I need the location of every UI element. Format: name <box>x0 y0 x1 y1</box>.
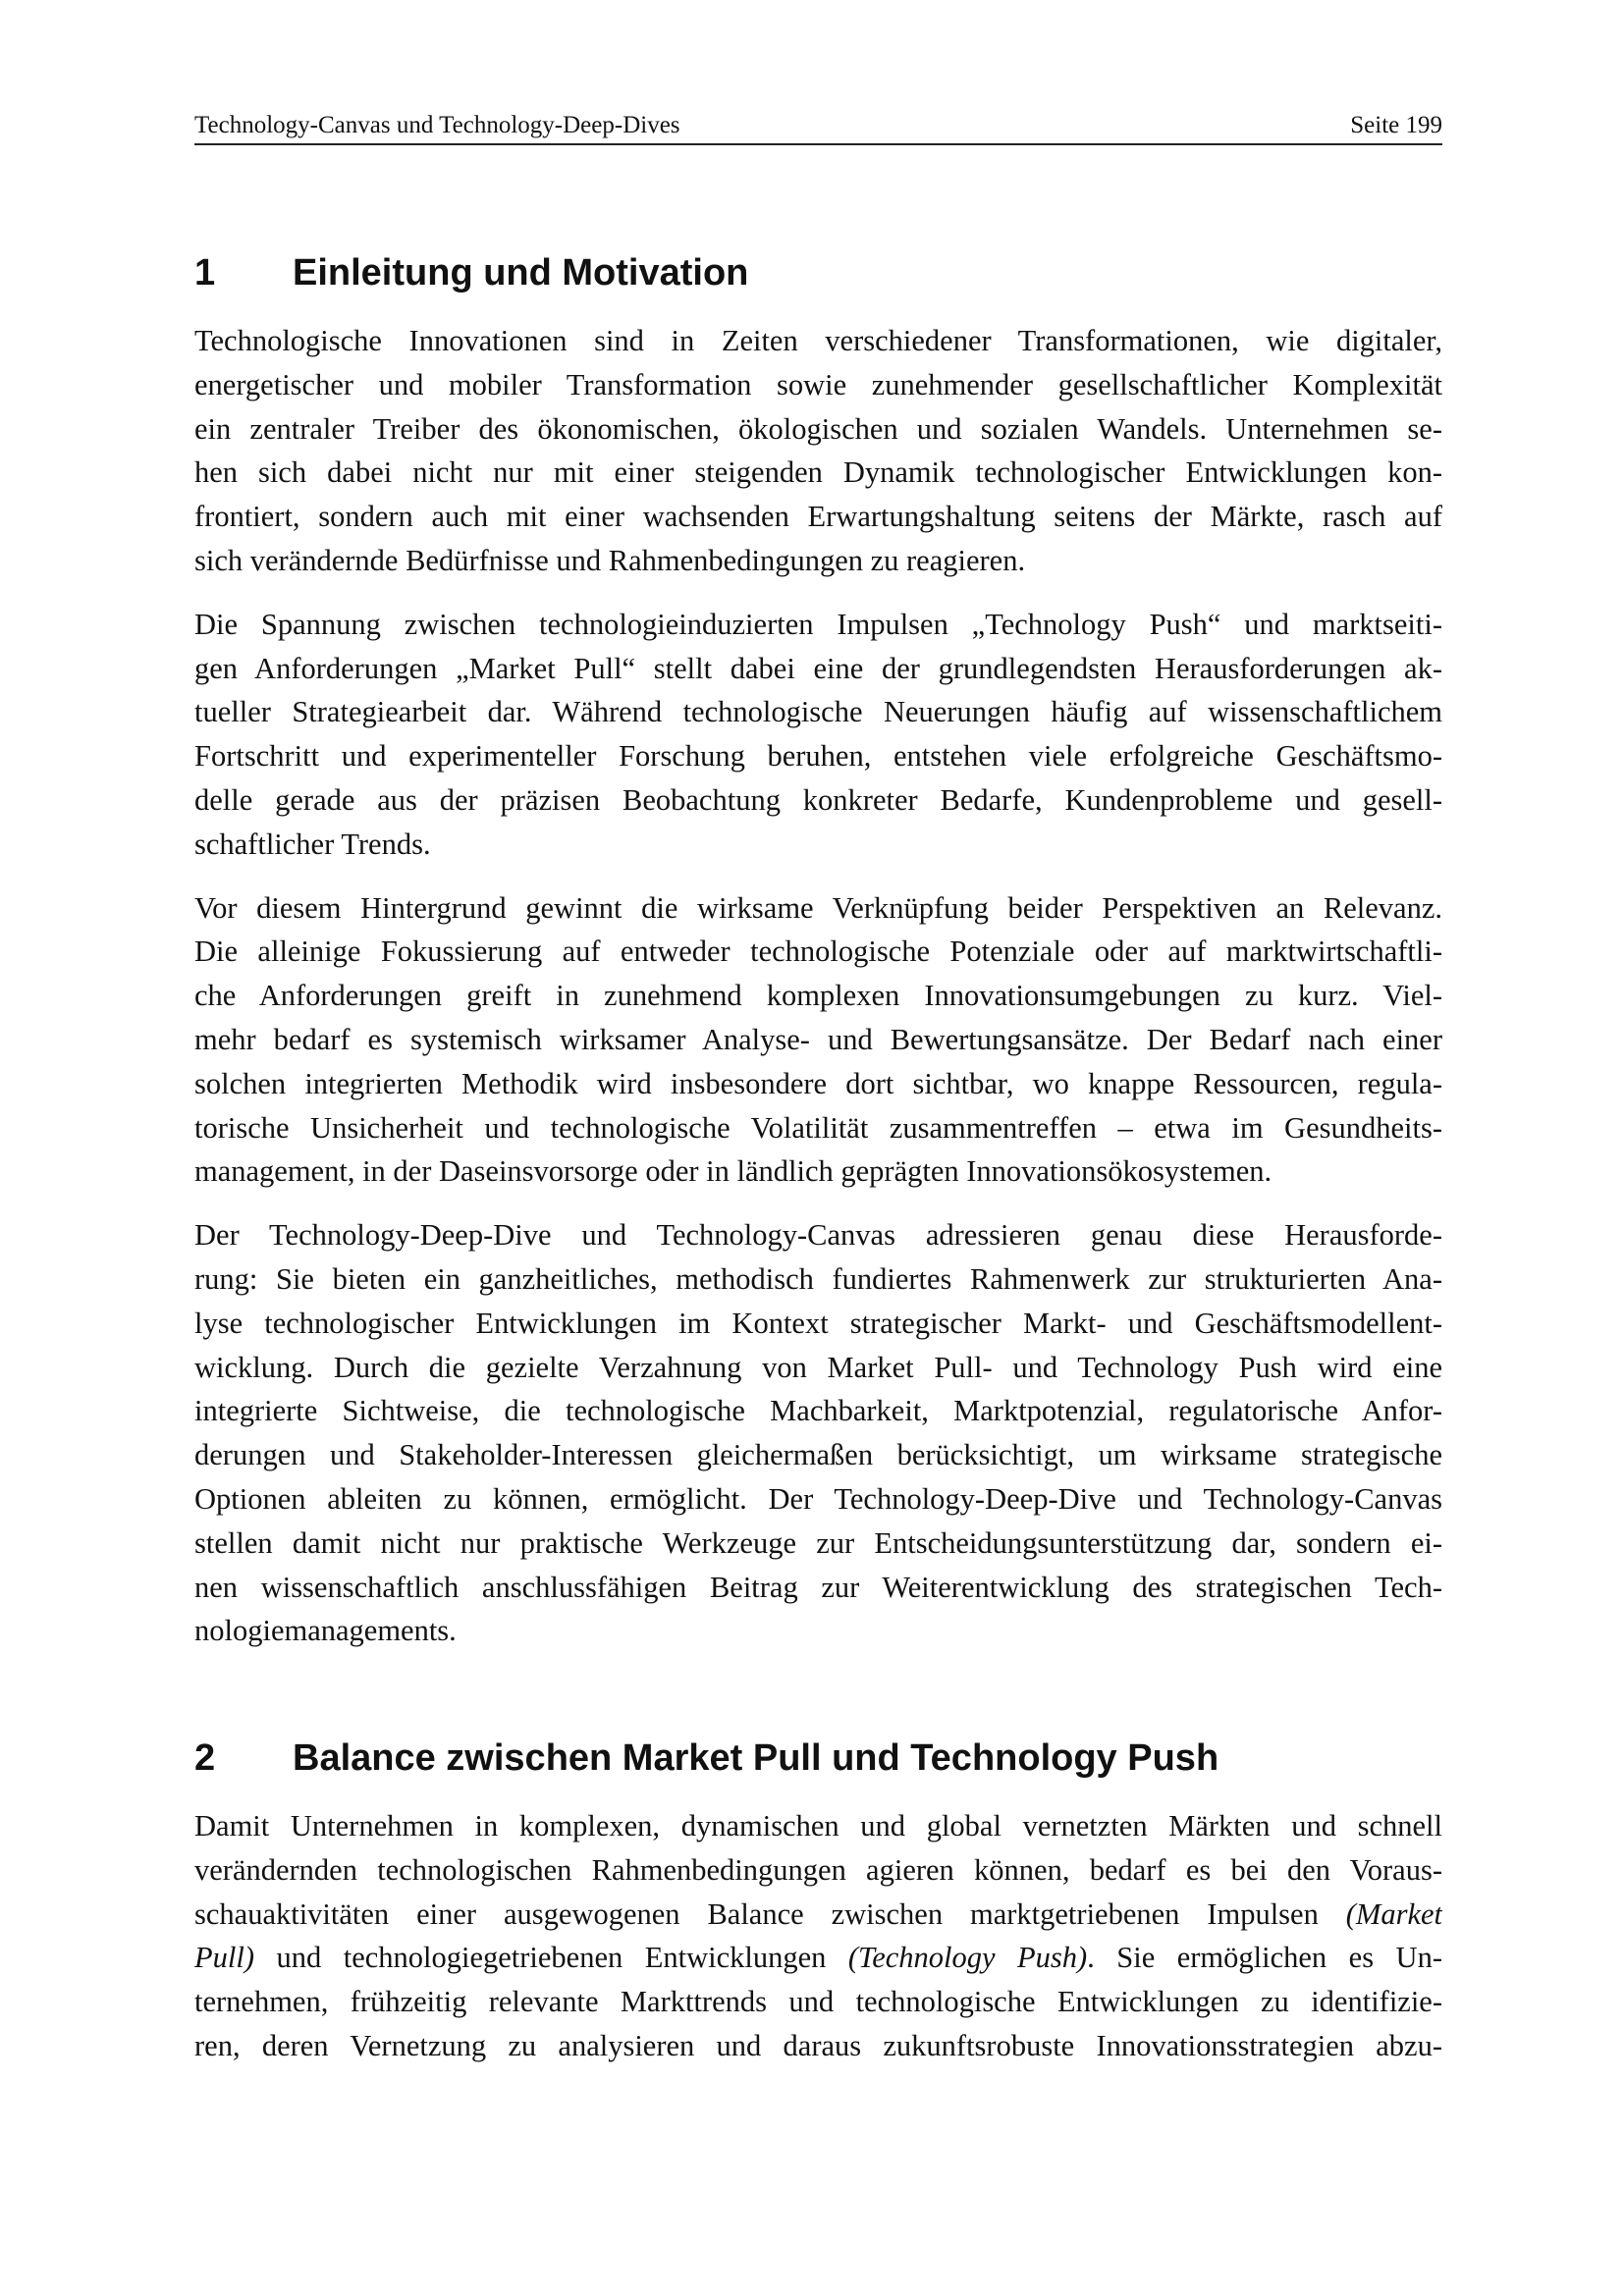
text-line: solchen integrierten Methodik wird insbesondere dort sichtbar, wo knappe Ressourcen, regula- <box>194 1066 1442 1100</box>
section-number: 1 <box>194 252 216 294</box>
section-heading-2 <box>194 1736 1442 1780</box>
emphasis: (Market <box>1345 1896 1442 1931</box>
text-line: wicklung. Durch die gezielte Verzahnung von Market Pull- und Technology Push wird eine <box>194 1350 1442 1384</box>
text-line: Fortschritt und experimenteller Forschung beruhen, entstehen viele erfolgreiche Geschäftsmo- <box>194 739 1442 774</box>
text-line: tueller Strategiearbeit dar. Während technologische Neuerungen häufig auf wissenschaftlichem <box>194 695 1442 729</box>
text-line: Technologische Innovationen sind in Zeiten verschiedener Transformationen, wie digitaler, <box>194 324 1442 357</box>
running-title: Technology-Canvas und Technology-Deep-Dives <box>194 112 680 138</box>
text-line: nologiemanagements. <box>194 1614 457 1648</box>
page-number: Seite 199 <box>1350 112 1442 138</box>
emphasis: Pull) <box>194 1941 254 1975</box>
text-line: hen sich dabei nicht nur mit einer steigenden Dynamik technologischer Entwicklungen kon- <box>194 455 1442 490</box>
text-line: Damit Unternehmen in komplexen, dynamischen und global vernetzten Märkten und schnell <box>194 1809 1442 1842</box>
paragraph <box>194 603 1442 867</box>
text-line: schauaktivitäten einer ausgewogenen Balance zwischen marktgetriebenen Impulsen (Market <box>194 1896 1442 1931</box>
section-title: Balance zwischen Market Pull und Technology Push <box>293 1737 1219 1779</box>
emphasis: (Technology Push) <box>847 1941 1088 1975</box>
text-line: schaftlicher Trends. <box>194 827 431 861</box>
text-line: torische Unsicherheit und technologische Volatilität zusammentreffen – etwa im Gesundheits- <box>194 1110 1442 1145</box>
text-line: nen wissenschaftlich anschlussfähigen Beitrag zur Weiterentwicklung des strategischen Tech- <box>194 1570 1442 1604</box>
text-line: stellen damit nicht nur praktische Werkzeuge zur Entscheidungsunterstützung dar, sondern ei- <box>194 1525 1442 1560</box>
text-line: derungen und Stakeholder-Interessen gleichermaßen berücksichtigt, um wirksame strategische <box>194 1438 1442 1472</box>
text-line: delle gerade aus der präzisen Beobachtung konkreter Bedarfe, Kundenprobleme und gesell- <box>194 782 1442 817</box>
section-title: Einleitung und Motivation <box>293 252 749 294</box>
text-line: frontiert, sondern auch mit einer wachsenden Erwartungshaltung seitens der Märkte, rasch auf <box>194 500 1442 534</box>
text-line: mehr bedarf es systemisch wirksamer Analyse- und Bewertungsansätze. Der Bedarf nach einer <box>194 1022 1442 1056</box>
text-line: verändernden technologischen Rahmenbedingungen agieren können, bedarf es bei den Voraus- <box>194 1852 1442 1887</box>
text-line: sich verändernde Bedürfnisse und Rahmenbedingungen zu reagieren. <box>194 543 1026 577</box>
paragraph <box>194 1804 1442 2068</box>
text-line: management, in der Daseinsvorsorge oder in ländlich geprägten Innovationsökosystemen. <box>194 1154 1272 1189</box>
running-header <box>194 110 1442 145</box>
text-line: lyse technologischer Entwicklungen im Kontext strategischer Markt- und Geschäftsmodellent- <box>194 1306 1442 1340</box>
text-line: energetischer und mobiler Transformation sowie zunehmender gesellschaftlicher Komplexität <box>194 367 1442 401</box>
text-line: ternehmen, frühzeitig relevante Markttrends und technologische Entwicklungen zu identifizie- <box>194 1985 1442 2019</box>
text-line: Vor diesem Hintergrund gewinnt die wirksame Verknüpfung beider Perspektiven an Relevanz. <box>194 890 1442 925</box>
text-line: Der Technology-Deep-Dive und Technology-Canvas adressieren genau diese Herausforde- <box>194 1218 1442 1253</box>
section-number: 2 <box>194 1737 216 1779</box>
text-line: Optionen ableiten zu können, ermöglicht. Der Technology-Deep-Dive und Technology-Canvas <box>194 1481 1442 1516</box>
section-heading-1 <box>194 251 1442 294</box>
text-line: ren, deren Vernetzung zu analysieren und daraus zukunftsrobuste Innovationsstrategien abzu- <box>194 2028 1442 2062</box>
section-body-2 <box>194 1804 1442 2068</box>
paragraph <box>194 1213 1442 1653</box>
text-line: integrierte Sichtweise, die technologische Machbarkeit, Marktpotenzial, regulatorische Anfor- <box>194 1394 1442 1428</box>
paragraph <box>194 886 1442 1195</box>
text-line: Die alleinige Fokussierung auf entweder technologische Potenziale oder auf marktwirtschaftli- <box>194 934 1442 969</box>
paragraph <box>194 319 1442 583</box>
text-line: rung: Sie bieten ein ganzheitliches, methodisch fundiertes Rahmenwerk zur strukturierten Ana- <box>194 1261 1442 1296</box>
section-body-1 <box>194 319 1442 1653</box>
text-line: ein zentraler Treiber des ökonomischen, ökologischen und sozialen Wandels. Unternehmen se- <box>194 411 1442 446</box>
text-line: che Anforderungen greift in zunehmend komplexen Innovationsumgebungen zu kurz. Viel- <box>194 979 1442 1013</box>
text-line: Pull) und technologiegetriebenen Entwicklungen (Technology Push). Sie ermöglichen es Un- <box>194 1941 1442 1975</box>
text-line: Die Spannung zwischen technologieinduzierten Impulsen „Technology Push“ und marktseiti- <box>194 607 1442 641</box>
text-line: gen Anforderungen „Market Pull“ stellt dabei eine der grundlegendsten Herausforderungen ak- <box>194 651 1442 685</box>
